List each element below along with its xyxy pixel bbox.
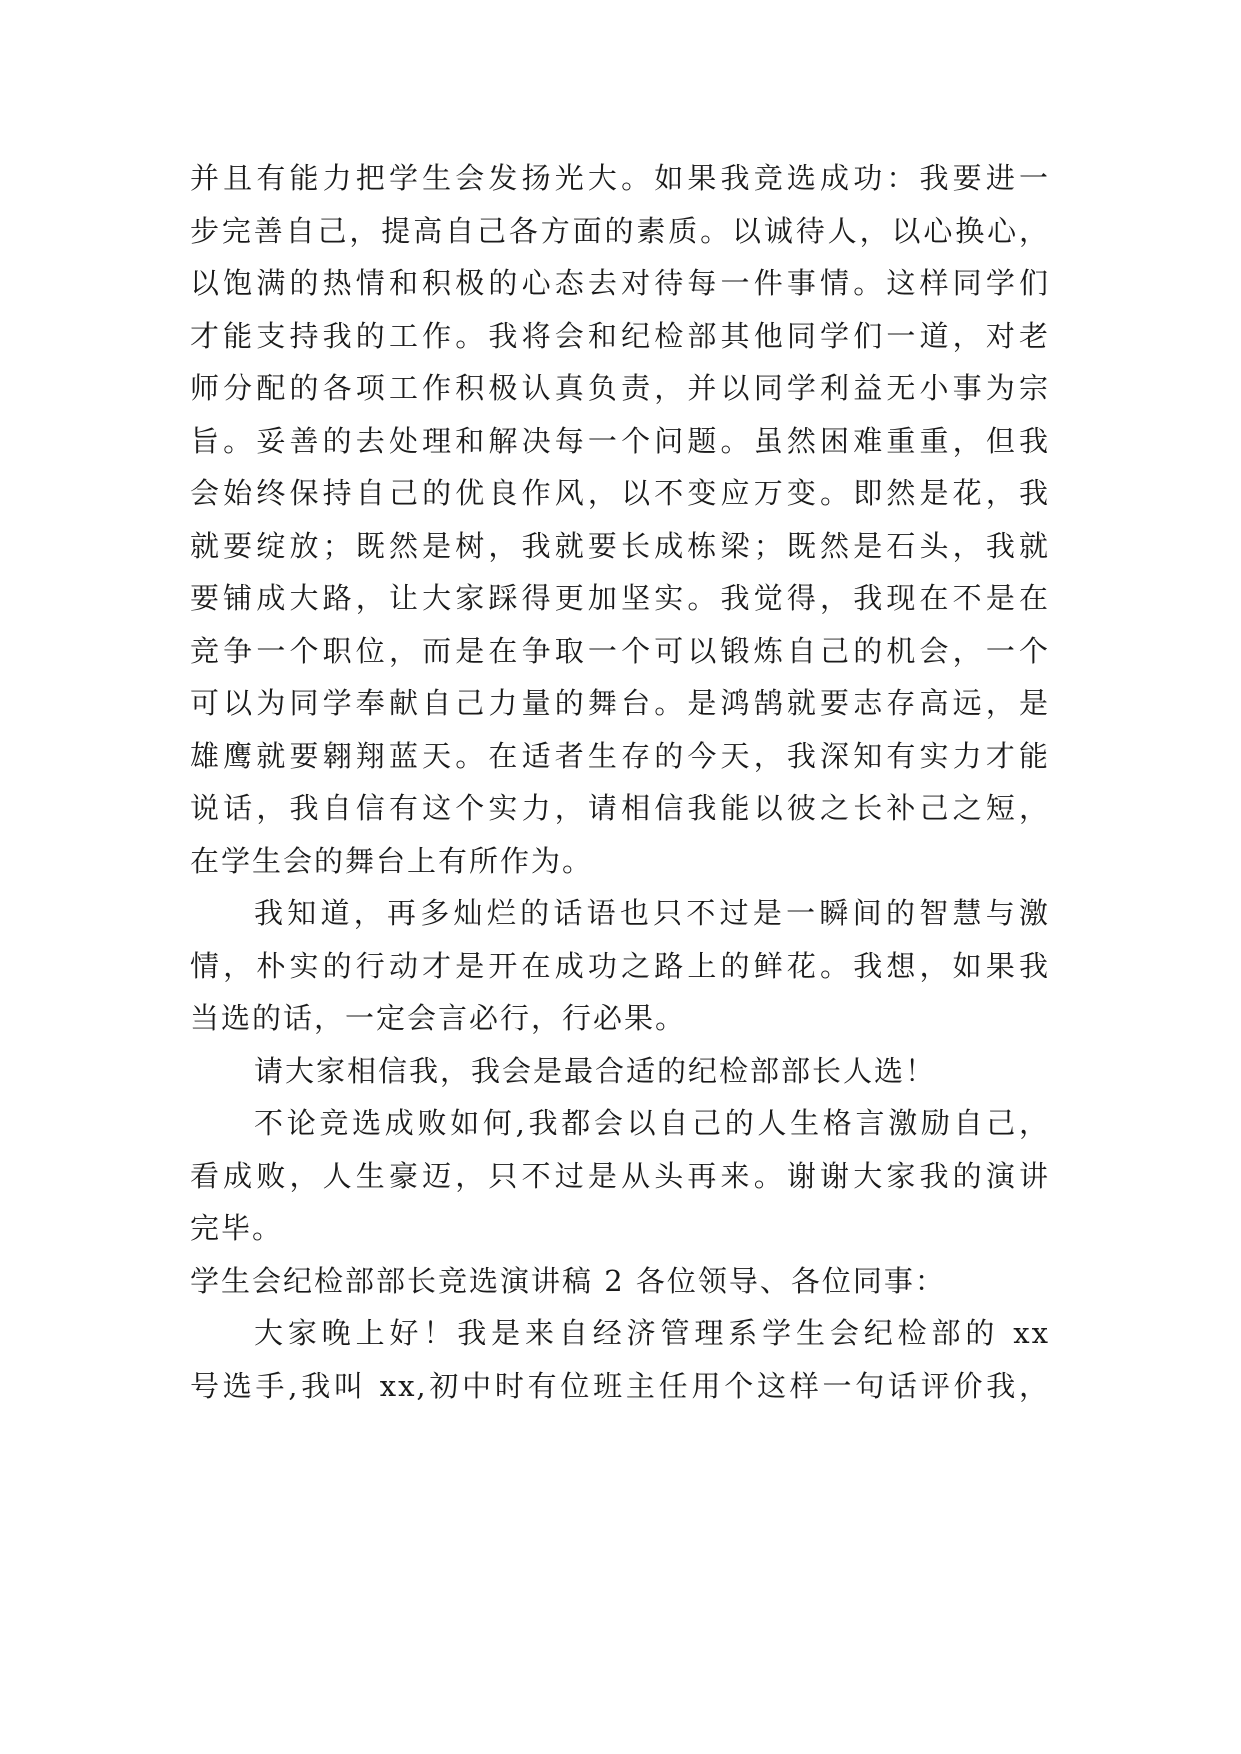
text-line: 并且有能力把学生会发扬光大。如果我竞选成功：我要进一 <box>190 161 1050 195</box>
text-line: 可以为同学奉献自己力量的舞台。是鸿鹄就要志存高远，是 <box>190 686 1050 720</box>
text-line: 师分配的各项工作积极认真负责，并以同学利益无小事为宗 <box>190 371 1050 405</box>
text-line: 情，朴实的行动才是开在成功之路上的鲜花。我想，如果我 <box>190 948 1050 983</box>
section-heading: 学生会纪检部部长竞选演讲稿 2 各位领导、各位同事： <box>190 1263 946 1298</box>
text-line: 我知道，再多灿烂的话语也只不过是一瞬间的智慧与激 <box>254 896 1050 930</box>
text-line: 才能支持我的工作。我将会和纪检部其他同学们一道，对老 <box>190 318 1050 353</box>
text-line: 旨。妥善的去处理和解决每一个问题。虽然困难重重，但我 <box>190 423 1050 458</box>
text-line: 看成败，人生豪迈，只不过是从头再来。谢谢大家我的演讲 <box>190 1158 1050 1193</box>
text-line: 在学生会的舞台上有所作为。 <box>190 843 594 878</box>
text-line: 请大家相信我，我会是最合适的纪检部部长人选！ <box>254 1053 937 1088</box>
text-line: 要铺成大路，让大家踩得更加坚实。我觉得，我现在不是在 <box>190 581 1050 615</box>
text-line: 说话，我自信有这个实力，请相信我能以彼之长补己之短， <box>190 791 1050 825</box>
text-line: 步完善自己，提高自己各方面的素质。以诚待人，以心换心， <box>190 213 1050 248</box>
text-line: 就要绽放；既然是树，我就要长成栋梁；既然是石头，我就 <box>190 528 1050 563</box>
text-line: 不论竞选成败如何,我都会以自己的人生格言激励自己， <box>254 1106 1050 1140</box>
text-line: 完毕。 <box>190 1211 284 1245</box>
text-line: 雄鹰就要翱翔蓝天。在适者生存的今天，我深知有实力才能 <box>190 738 1050 773</box>
text-line: 竞争一个职位，而是在争取一个可以锻炼自己的机会，一个 <box>190 633 1050 668</box>
text-line: 以饱满的热情和积极的心态去对待每一件事情。这样同学们 <box>190 266 1050 300</box>
document-body <box>190 152 1050 1412</box>
text-line: 号选手,我叫 xx,初中时有位班主任用个这样一句话评价我， <box>190 1368 1050 1403</box>
text-line: 当选的话，一定会言必行，行必果。 <box>190 1001 687 1035</box>
text-line: 大家晚上好！我是来自经济管理系学生会纪检部的 xx <box>254 1316 1050 1350</box>
text-line: 会始终保持自己的优良作风，以不变应万变。即然是花，我 <box>190 476 1050 510</box>
